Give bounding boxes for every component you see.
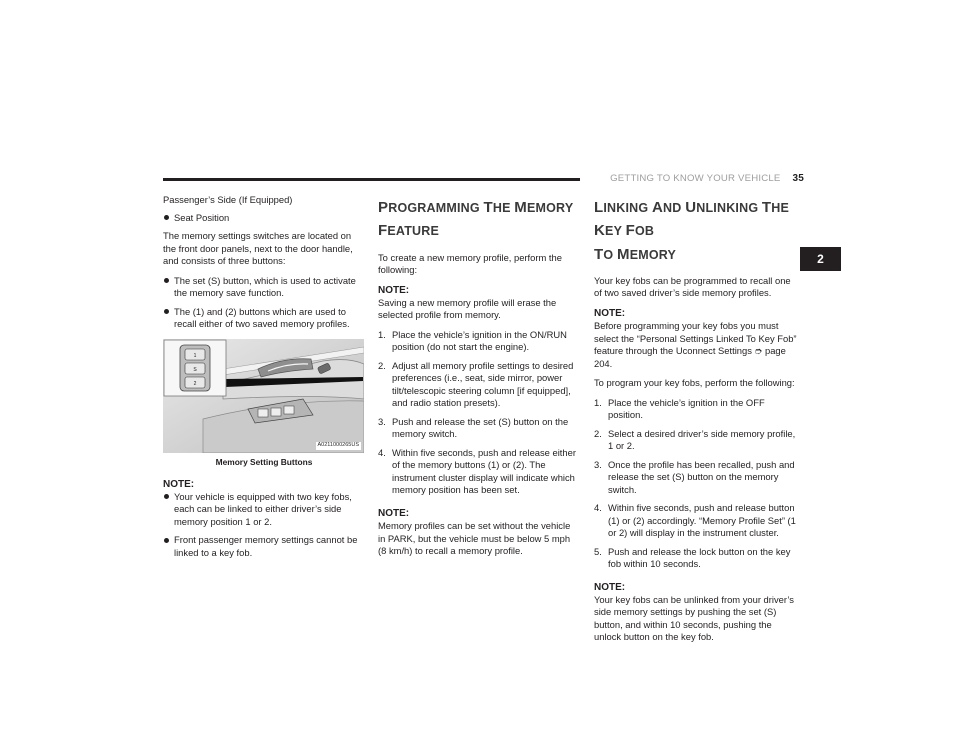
list-item: 2. Select a desired driver’s side memory profile, 1 or 2.: [594, 427, 796, 452]
running-header: [580, 172, 804, 186]
note-text: Memory profiles can be set without the vehicle in PARK, but the vehicle must be below 5 mph (8 km/h) to recall a memory profile.: [378, 520, 571, 557]
note-label: NOTE:: [594, 581, 626, 593]
steps-list: [378, 329, 580, 497]
note-label: NOTE:: [594, 307, 626, 319]
list-item: 1. Place the vehicle’s ignition in the OFF position.: [594, 396, 765, 421]
paragraph-switch-location: The memory settings switches are located on the front door panels, next to the door handle, and consists of three buttons:: [163, 230, 353, 266]
button-s-label: S: [193, 366, 197, 373]
note-label: NOTE:: [378, 284, 410, 296]
column-1: [163, 194, 365, 565]
heading-programming-memory: PROGRAMMING THE MEMORY FEATURE: [378, 199, 574, 240]
list-item: 1. Place the vehicle’s ignition in the ON/RUN position (do not start the engine).: [378, 328, 567, 353]
column-3: [594, 194, 797, 651]
paragraph-intro: To create a new memory profile, perform the following:: [378, 251, 562, 275]
button-2-label: 2: [193, 380, 197, 387]
memory-buttons-figure: [163, 339, 364, 453]
note-label: NOTE:: [163, 478, 195, 490]
list-item: The set (S) button, which is used to activate the memory save function.: [163, 275, 365, 300]
note-label: NOTE:: [378, 507, 410, 519]
page-reference-link[interactable]: page 204.: [594, 345, 786, 369]
list-item: The (1) and (2) buttons which are used to recall either of two saved memory profiles.: [163, 306, 365, 331]
figure-code: A0211000265US: [317, 442, 359, 449]
button-1-label: 1: [193, 352, 197, 359]
list-item: 5. Push and release the lock button on the key fob within 10 seconds.: [594, 545, 791, 570]
note-text: Your key fobs can be unlinked from your driver’s side memory settings by pushing the set (S) button, and within 10 seconds, pushing the unlock button on the key fob.: [594, 593, 794, 643]
list-item: 3. Once the profile has been recalled, push and release the set (S) button on the memory switch.: [594, 458, 795, 495]
chapter-tab: 2: [800, 247, 841, 271]
bullet-list-seat: [163, 212, 365, 225]
list-item: 4. Within five seconds, push and release either of the memory buttons (1) or (2). The instrument cluster display will indicate which memory position has been set.: [378, 446, 576, 496]
note-text: Saving a new memory profile will erase the selected profile from memory.: [378, 296, 557, 321]
page-number: 35: [792, 173, 804, 184]
column-2: [378, 194, 580, 565]
list-item: 4. Within five seconds, push and release button (1) or (2) accordingly. “Memory Profile Set” (1 or 2) will display in the instrument cluster.: [594, 502, 796, 539]
list-item: Seat Position: [163, 212, 365, 225]
chapter-title: GETTING TO KNOW YOUR VEHICLE: [610, 173, 781, 184]
note-text: Before programming your key fobs you must select the “Personal Settings Linked To Key Fob” feature through the Uconnect Settings ➮ page 204.: [594, 320, 797, 369]
door-panel-illustration: [163, 339, 364, 453]
paragraph-to-program: To program your key fobs, perform the following:: [594, 377, 795, 389]
list-item: Front passenger memory settings cannot be linked to a key fob.: [163, 534, 365, 559]
subhead-passenger-side: Passenger’s Side (If Equipped): [163, 194, 293, 205]
figure-caption: Memory Setting Buttons: [215, 456, 313, 467]
steps-list: [594, 397, 797, 571]
paragraph-intro: Your key fobs can be programmed to recall one of two saved driver’s side memory profiles.: [594, 274, 791, 299]
list-item: Your vehicle is equipped with two key fobs, each can be linked to either driver’s side memory position 1 or 2.: [163, 491, 365, 529]
list-item: 2. Adjust all memory profile settings to desired preferences (i.e., seat, side mirror, power tilt/telescopic steering column [if equipped], and radio station presets).: [378, 359, 574, 409]
page-link-arrow-icon: ➮: [754, 345, 763, 357]
list-item: 3. Push and release the set (S) button on the memory switch.: [378, 415, 569, 440]
heading-linking-key-fob: LINKING AND UNLINKING THE KEY FOB TO MEMORY: [594, 199, 790, 263]
note-bullet-list: [163, 491, 365, 560]
bullet-list-buttons: [163, 275, 365, 331]
